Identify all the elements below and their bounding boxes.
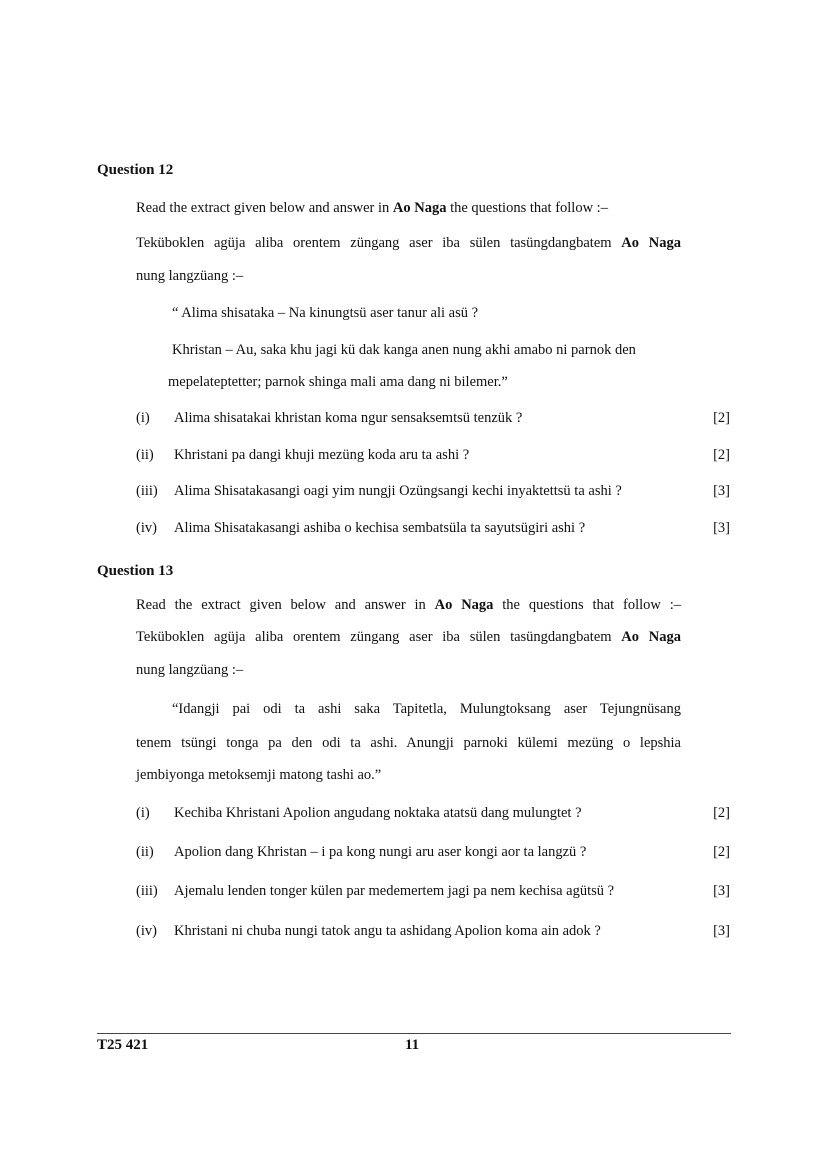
q12-quote-line1: “ Alima shisataka – Na kinungtsü aser tanur ali asü ? <box>172 305 479 321</box>
q13-instruction-ao-line2: nung langzüang :– <box>136 662 244 678</box>
subquestion-number: (i) <box>136 410 150 426</box>
q12-instruction-ao-line2: nung langzüang :– <box>136 268 244 284</box>
subquestion-marks: [2] <box>713 410 730 426</box>
subquestion-text: Khristani ni chuba nungi tatok angu ta ashidang Apolion koma ain adok ? <box>174 923 601 939</box>
q12-instruction: Read the extract given below and answer in Ao Naga the questions that follow :– <box>136 200 608 216</box>
subquestion-number: (ii) <box>136 447 154 463</box>
question-12-heading: Question 12 <box>97 162 174 178</box>
q12-quote-line2: Khristan – Au, saka khu jagi kü dak kanga anen nung akhi amabo ni parnok den <box>172 342 636 358</box>
subquestion-number: (iii) <box>136 883 158 899</box>
q13-passage-line2: tenem tsüngi tonga pa den odi ta ashi. Anungji parnoki külemi mezüng o lepshia <box>136 735 681 751</box>
subquestion-number: (iii) <box>136 483 158 499</box>
q13-instruction-ao-line1: Teküboklen agüja aliba orentem züngang aser iba sülen tasüngdangbatem Ao Naga <box>136 629 681 645</box>
subquestion-number: (i) <box>136 805 150 821</box>
subquestion-marks: [3] <box>713 923 730 939</box>
subquestion-number: (iv) <box>136 923 157 939</box>
subquestion-text: Khristani pa dangi khuji mezüng koda aru ta ashi ? <box>174 447 470 463</box>
subquestion-text: Ajemalu lenden tonger külen par medemertem jagi pa nem kechisa agütsü ? <box>174 883 615 899</box>
subquestion-text: Alima Shisatakasangi oagi yim nungji Ozüngsangi kechi inyaktettsü ta ashi ? <box>174 483 622 499</box>
subquestion-text: Alima shisatakai khristan koma ngur sensaksemtsü tenzük ? <box>174 410 523 426</box>
subquestion-marks: [3] <box>713 883 730 899</box>
subquestion-text: Alima Shisatakasangi ashiba o kechisa sembatsüla ta sayutsügiri ashi ? <box>174 520 586 536</box>
footer-divider <box>97 1033 731 1034</box>
question-13-heading: Question 13 <box>97 563 174 579</box>
subquestion-marks: [2] <box>713 805 730 821</box>
subquestion-marks: [3] <box>713 520 730 536</box>
subquestion-marks: [3] <box>713 483 730 499</box>
subquestion-text: Apolion dang Khristan – i pa kong nungi aru aser kongi aor ta langzü ? <box>174 844 587 860</box>
subquestion-number: (ii) <box>136 844 154 860</box>
q12-quote-line3: mepelateptetter; parnok shinga mali ama dang ni bilemer.” <box>168 374 508 390</box>
subquestion-text: Kechiba Khristani Apolion angudang noktaka atatsü dang mulungtet ? <box>174 805 582 821</box>
q13-instruction: Read the extract given below and answer in Ao Naga the questions that follow :– <box>136 597 682 613</box>
subquestion-marks: [2] <box>713 844 730 860</box>
paper-code: T25 421 <box>97 1037 149 1053</box>
q12-instruction-ao-line1: Teküboklen agüja aliba orentem züngang aser iba sülen tasüngdangbatem Ao Naga <box>136 235 681 251</box>
subquestion-marks: [2] <box>713 447 730 463</box>
q13-passage-line3: jembiyonga metoksemji matong tashi ao.” <box>136 767 382 783</box>
subquestion-number: (iv) <box>136 520 157 536</box>
q13-passage-line1: “Idangji pai odi ta ashi saka Tapitetla, Mulungtoksang aser Tejungnüsang <box>172 701 681 717</box>
page-number: 11 <box>405 1037 420 1053</box>
